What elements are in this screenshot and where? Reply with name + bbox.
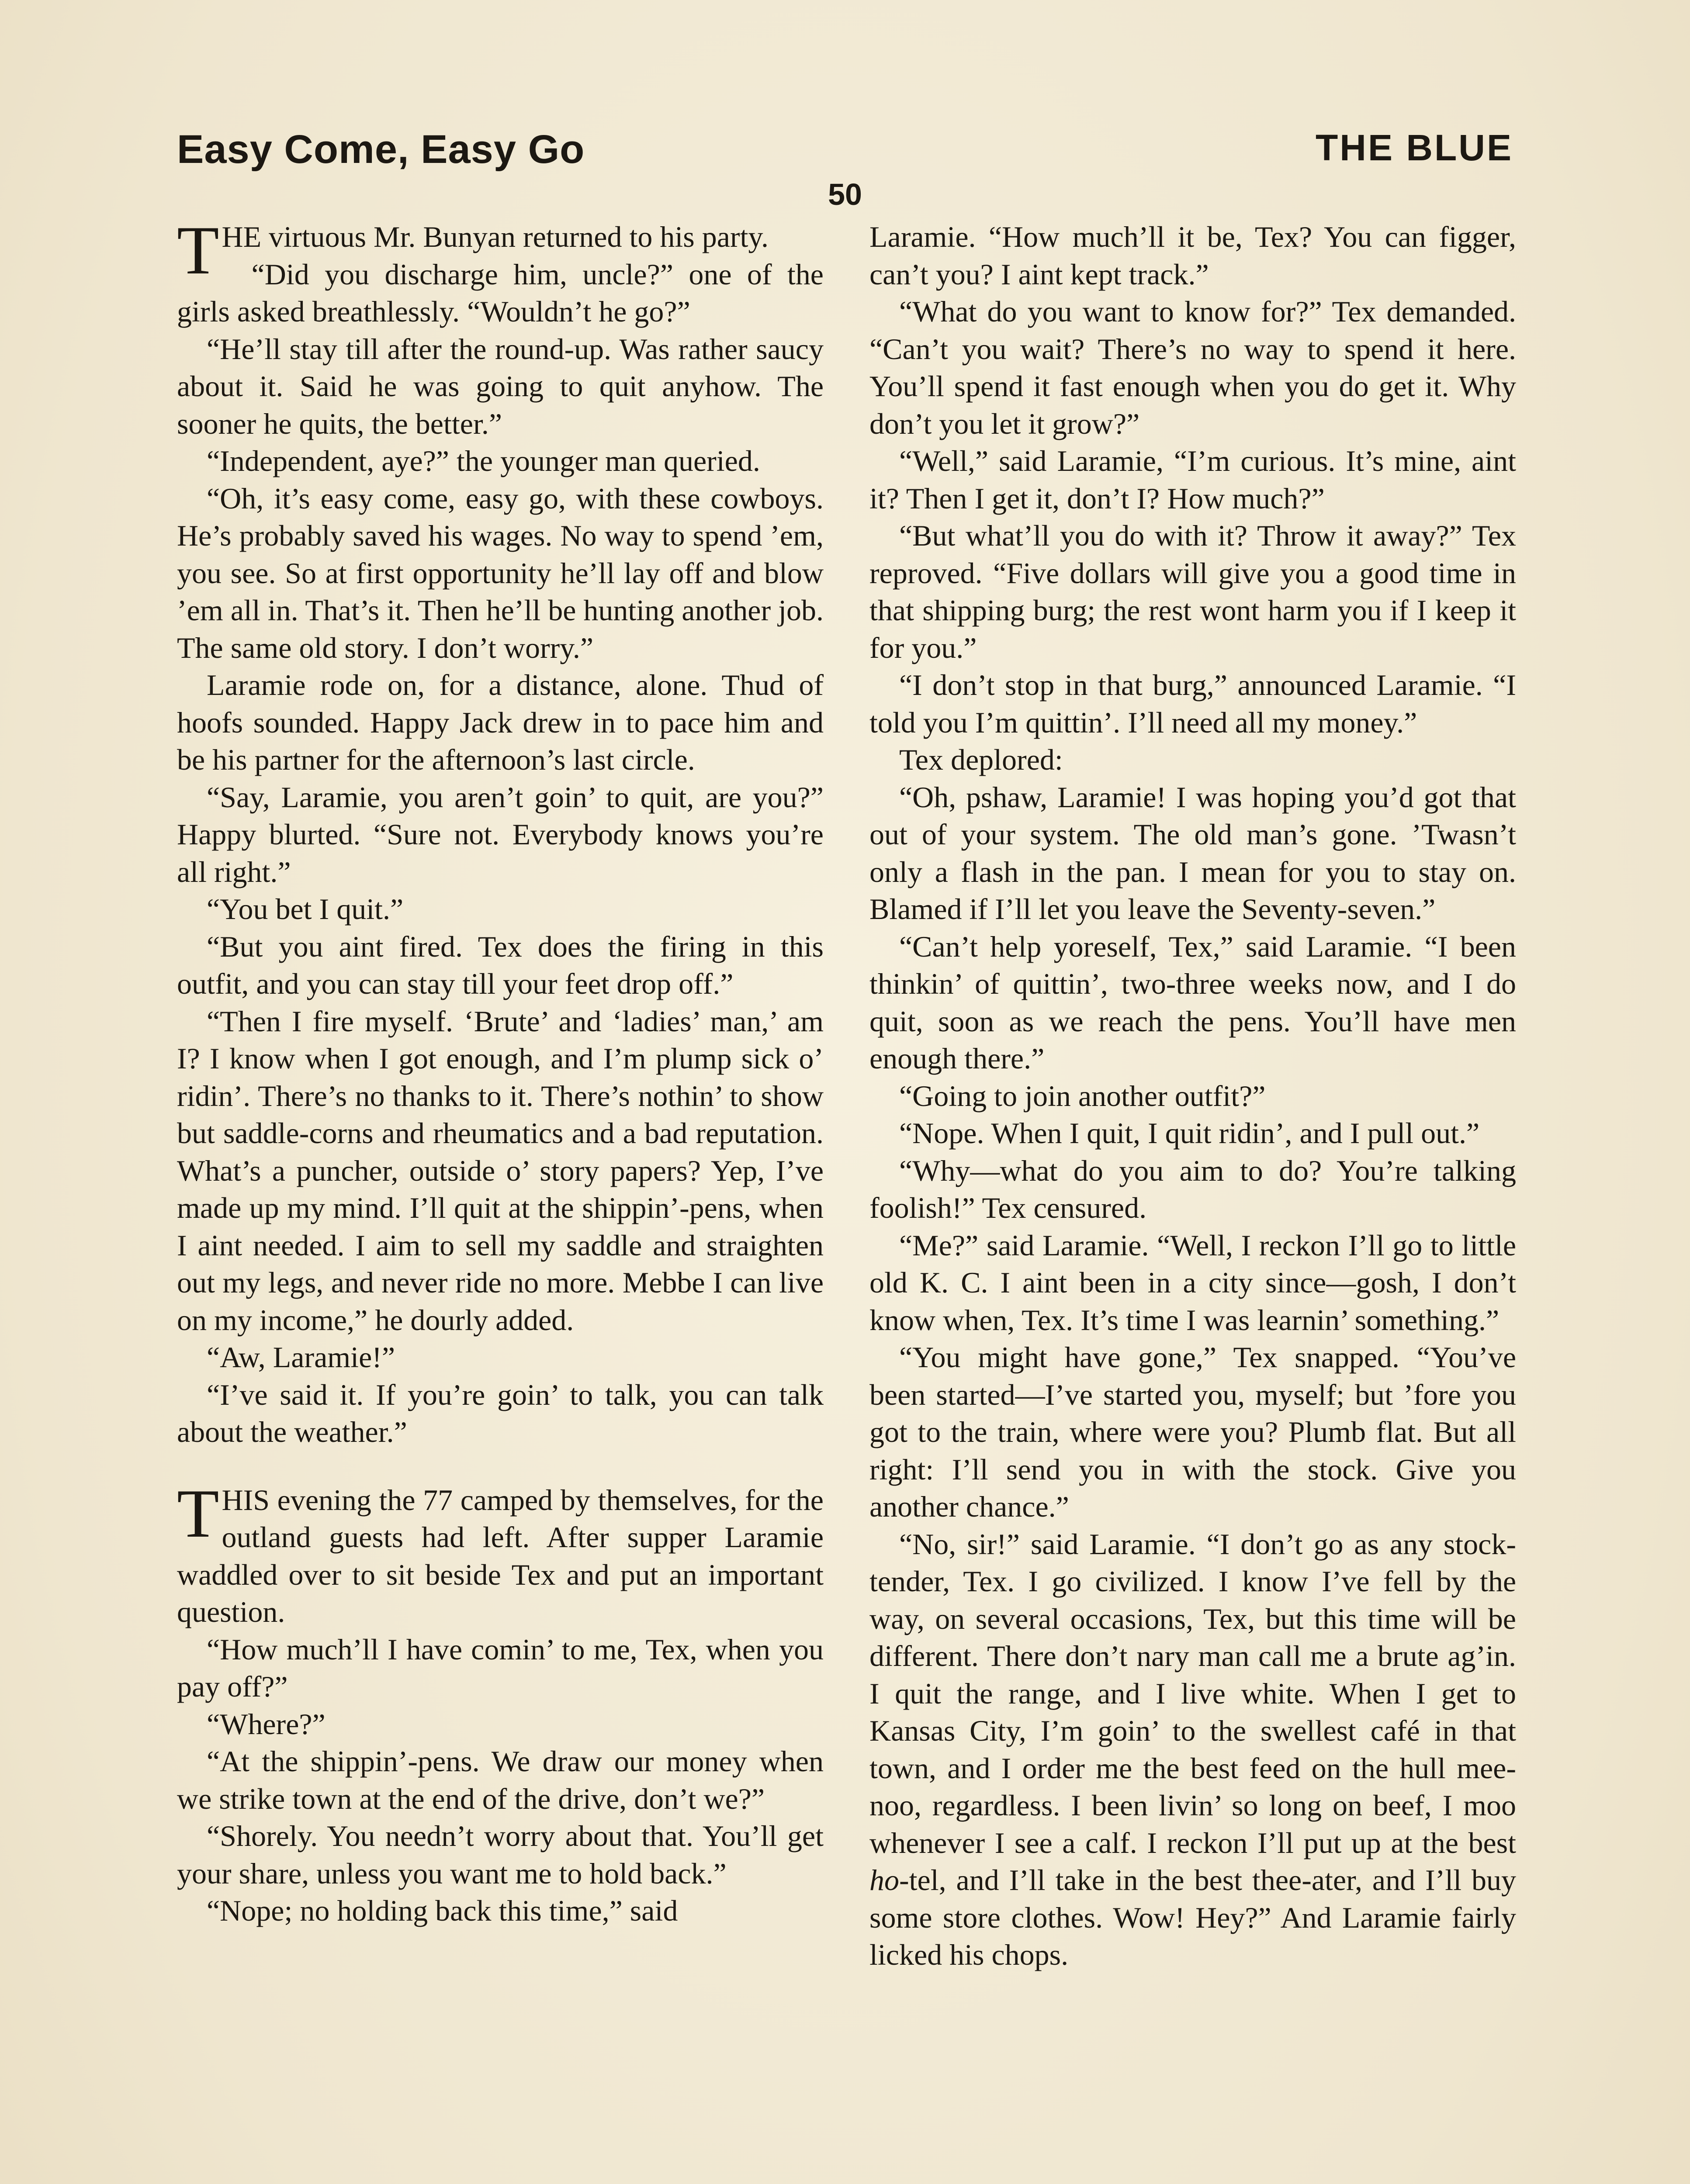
- drop-cap: T: [177, 212, 219, 289]
- paragraph: “Oh, pshaw, Laramie! I was hoping you’d got that out of your system. The old man’s gone. ’Twasn’t only a flash in the pan. I mean for you to stay on. Blamed if I’ll let you leave the Seventy-seven.”: [869, 780, 1516, 926]
- paragraph: Laramie. “How much’ll it be, Tex? You can figger, can’t you? I aint kept track.”: [869, 220, 1516, 291]
- paragraph: “Well,” said Laramie, “I’m curious. It’s mine, aint it? Then I get it, don’t I? How much?”: [869, 444, 1516, 515]
- magazine-title: THE BLUE: [1316, 127, 1513, 168]
- paragraph: “Me?” said Laramie. “Well, I reckon I’ll go to little old K. C. I aint been in a city since—gosh, I don’t know when, Tex. It’s time I was learnin’ something.”: [869, 1228, 1516, 1337]
- drop-cap: T: [177, 1475, 219, 1552]
- paragraph: “Shorely. You needn’t worry about that. You’ll get your share, unless you want me to hold back.”: [177, 1819, 824, 1890]
- paragraph: “Then I fire myself. ‘Brute’ and ‘ladies’ man,’ am I? I know when I got enough, and I’m plump sick o’ ridin’. There’s no thanks to it. There’s nothin’ to show but saddle-corns and rheumatics and a bad reputation. What’s a puncher, outside o’ story papers? Yep, I’ve made up my mind. I’ll quit at the shippin’-pens, when I aint needed. I aim to sell my saddle and straighten out my legs, and never ride no more. Mebbe I can live on my income,” he dourly added.: [177, 1004, 824, 1337]
- paragraph: “Going to join another outfit?”: [899, 1079, 1266, 1113]
- left-column: [177, 212, 824, 1930]
- paragraph: Tex deplored:: [899, 743, 1063, 776]
- page-number: 50: [828, 177, 862, 211]
- paragraph: “But what’ll you do with it? Throw it away?” Tex reproved. “Five dollars will give you a good time in that shipping burg; the rest wont harm you if I keep it for you.”: [869, 519, 1516, 664]
- paragraph: [177, 212, 824, 289]
- paragraph: “But you aint fired. Tex does the firing in this outfit, and you can stay till your feet drop off.”: [177, 930, 824, 1000]
- right-column: [869, 218, 1516, 1974]
- paragraph: “Nope; no holding back this time,” said: [207, 1894, 678, 1927]
- paragraph: “How much’ll I have comin’ to me, Tex, when you pay off?”: [177, 1632, 824, 1703]
- paragraph: “Why—what do you aim to do? You’re talking foolish!” Tex censured.: [869, 1154, 1516, 1224]
- paragraph: “Did you discharge him, uncle?” one of the girls asked breathlessly. “Wouldn’t he go?”: [177, 257, 824, 328]
- paragraph: “Oh, it’s easy come, easy go, with these cowboys. He’s probably saved his wages. No way to spend ’em, you see. So at first opportunity he’ll lay off and blow ’em all in. That’s it. Then he’ll be hunting another job. The same old story. I don’t worry.”: [177, 481, 824, 664]
- paragraph: “You bet I quit.”: [207, 892, 404, 926]
- paragraph: “Can’t help yoreself, Tex,” said Laramie. “I been thinkin’ of quittin’, two-three weeks now, and I do quit, soon as we reach the pens. You’ll have men enough there.”: [869, 930, 1516, 1075]
- paragraph-text: HE virtuous Mr. Bunyan returned to his party.: [222, 220, 769, 253]
- paragraph: “Aw, Laramie!”: [207, 1341, 395, 1374]
- story-title: Easy Come, Easy Go: [177, 127, 585, 172]
- paragraph-text: HIS evening the 77 camped by themselves, for the outland guests had left. After supper Laramie waddled over to sit beside Tex and put an important question.: [177, 1483, 824, 1628]
- paragraph-text: -tel, and I’ll take in the best thee-ater, and I’ll buy some store clothes. Wow! Hey?” And Laramie fairly licked his chops.: [869, 1863, 1516, 1971]
- paragraph: “He’ll stay till after the round-up. Was rather saucy about it. Said he was going to quit anyhow. The sooner he quits, the better.”: [177, 332, 824, 440]
- paragraph: “Where?”: [207, 1707, 326, 1741]
- paragraph: “You might have gone,” Tex snapped. “You’ve been started—I’ve started you, myself; but ’fore you got to the train, where were you? Plumb flat. But all right: I’ll send you in with the stock. Give you another chance.”: [869, 1341, 1516, 1523]
- paragraph: “Say, Laramie, you aren’t goin’ to quit, are you?” Happy blurted. “Sure not. Everybody knows you’re all right.”: [177, 780, 824, 888]
- paragraph: [177, 1475, 824, 1631]
- italic-text: ho: [869, 1863, 899, 1897]
- paragraph: “Nope. When I quit, I quit ridin’, and I pull out.”: [899, 1116, 1480, 1150]
- paragraph: “I’ve said it. If you’re goin’ to talk, you can talk about the weather.”: [177, 1378, 824, 1448]
- paragraph-text: “No, sir!” said Laramie. “I don’t go as any stock-tender, Tex. I go civilized. I know I’ve fell by the way, on several occasions, Tex, but this time will be different. There don’t nary man call me a brute ag’in. I quit the range, and I live white. When I get to Kansas City, I’m goin’ to the swellest café in that town, and I order me the best feed on the hull mee-noo, regardless. I been livin’ so long on beef, I moo whenever I see a calf. I reckon I’ll put up at the best: [869, 1527, 1516, 1859]
- paragraph: “What do you want to know for?” Tex demanded. “Can’t you wait? There’s no way to spend it here. You’ll spend it fast enough when you do get it. Why don’t you let it grow?”: [869, 295, 1516, 440]
- paragraph: “At the shippin’-pens. We draw our money when we strike town at the end of the drive, don’t we?”: [177, 1745, 824, 1815]
- paragraph: Laramie rode on, for a distance, alone. Thud of hoofs sounded. Happy Jack drew in to pace him and be his partner for the afternoon’s last circle.: [177, 668, 824, 776]
- paragraph: [869, 1526, 1516, 1974]
- paragraph: “Independent, aye?” the younger man queried.: [207, 444, 760, 477]
- paragraph: “I don’t stop in that burg,” announced Laramie. “I told you I’m quittin’. I’ll need all my money.”: [869, 668, 1516, 739]
